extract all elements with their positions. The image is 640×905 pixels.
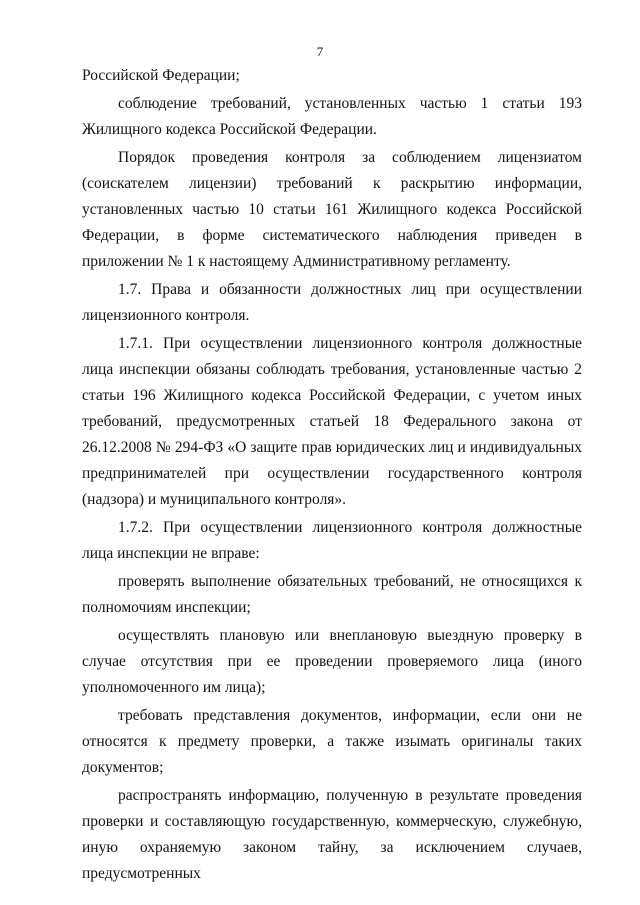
list-item: осуществлять плановую или внеплановую выездную проверку в случае отсутствия при ее проведении проверяемого лица (иного уполномоченного им лица);: [82, 627, 582, 696]
page-number: 7: [316, 44, 324, 59]
section-heading-1-7: 1.7. Права и обязанности должностных лиц при осуществлении лицензионного контроля.: [82, 281, 582, 324]
list-item: требовать представления документов, информации, если они не относятся к предмету проверки, а также изымать оригиналы таких документов;: [82, 707, 582, 776]
paragraph-1-7-1: 1.7.1. При осуществлении лицензионного контроля должностные лица инспекции обязаны соблюдать требования, установленные частью 2 статьи 196 Жилищного кодекса Российской Федерации, с учетом иных требований, предусмотренных статьей 18 Федерального закона от 26.12.2008 № 294-ФЗ «О защите прав юридических лиц и индивидуальных предпринимателей при осуществлении государственного контроля (надзора) и муниципального контроля».: [82, 335, 582, 508]
paragraph: соблюдение требований, установленных частью 1 статьи 193 Жилищного кодекса Российской Федерации.: [82, 95, 582, 138]
document-body: [82, 63, 582, 887]
list-item: распространять информацию, полученную в результате проведения проверки и составляющую государственную, коммерческую, служебную, иную охраняемую законом тайну, за исключением случаев, предусмотренных: [82, 787, 582, 882]
paragraph-1-7-2: 1.7.2. При осуществлении лицензионного контроля должностные лица инспекции не вправе:: [82, 519, 582, 562]
paragraph-continuation: Российской Федерации;: [82, 67, 240, 84]
list-item: проверять выполнение обязательных требований, не относящихся к полномочиям инспекции;: [82, 573, 582, 616]
paragraph: Порядок проведения контроля за соблюдением лицензиатом (соискателем лицензии) требований к раскрытию информации, установленных частью 10 статьи 161 Жилищного кодекса Российской Федерации, в форме систематического наблюдения приведен в приложении № 1 к настоящему Административному регламенту.: [82, 149, 582, 270]
